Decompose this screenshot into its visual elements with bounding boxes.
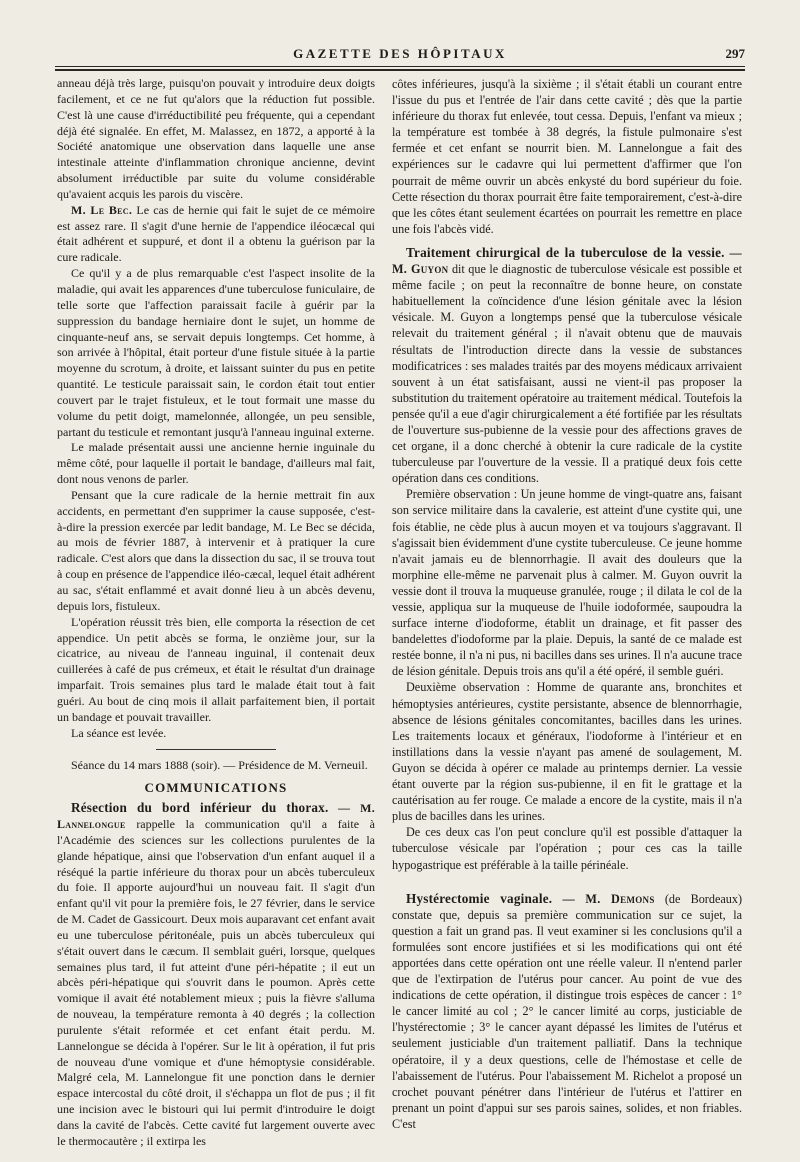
spacer [392, 873, 742, 891]
paragraph: Pensant que la cure radicale de la hernie mettrait fin aux accidents, en permettant d'en supprimer la cause supposée, c'est-à-dire la pression exercée par ledit bandage, M. Le Bec se décida, au mois de février 1887, à intervenir et à pratiquer la cure radicale. C'est alors que dans la dissection du sac, il se trouva tout à coup en présence de l'appendice iléo-cæcal, lequel était adhérent au sac, s'était enflammé et avait donné lieu à un abcès devenu, depuis lors, fistuleux. [57, 487, 375, 613]
section-heading: COMMUNICATIONS [144, 780, 288, 796]
paragraph: anneau déjà très large, puisqu'on pouvait y introduire deux doigts facilement, et ce ne fut qu'alors que la réduction fut possible. C'est là une cause d'irréductibilité peu fréquente, qui a cependant déjà été signalée. En effet, M. Malassez, en 1872, a apporté à la Société anatomique une observation dans laquelle une anse intestinale atteinte d'inflammation chronique ancienne, devint absolument irréductible par suite du volume considérable qu'avaient acquis les parois du viscère. [57, 76, 375, 201]
paragraph [57, 203, 375, 266]
session-line: Séance du 14 mars 1888 (soir). — Présidence de M. Verneuil. [71, 758, 368, 773]
article [392, 891, 742, 1132]
right-column [392, 76, 742, 1132]
page-header [55, 46, 745, 68]
paragraph: De ces deux cas l'on peut conclure qu'il est possible d'attaquer la tuberculose vésicale par l'opération ; pour ces cas la taille hypogastrique est préférable à la taille périnéale. [392, 825, 742, 872]
left-column [57, 76, 375, 1150]
header-rule [55, 66, 745, 67]
article-author: — M. Lannelongue [57, 801, 375, 831]
article-body: rappelle la communication qu'il a faite à l'Académie des sciences sur les collections purulentes de la glande hépatique, ainsi que l'observation d'un enfant auquel il a réséqué la partie inférieure du thorax pour un abcès tuberculeux du foie. Il apporte aujourd'hui un nouveau fait. Il s'agit d'un enfant qu'il vit pour la première fois, le 27 février, dans le service de M. Cadet de Gassicourt. Deux mois auparavant cet enfant avait eu une tuberculose péritonéale, puis un abcès tuberculeux qui s'était ouvert dans le cæcum. Il semblait guéri, lorsque, quelques semaines plus tard, il fut atteint d'une péri-hépatite ; il eut un abcès péri-hépatique qui s'ouvrit dans le poumon. Après cette vomique il avait été notablement mieux ; puis la fièvre s'alluma de nouveau, la température remonta à 40 degrés ; la collection purulente s'était reformée et cet enfant était perdu. M. Lannelongue se décida à l'opérer. Sur le lit à opération, il fut pris de nouveau d'une vomique et d'une hémoptysie considérable. Malgré cela, M. Lannelongue fit une ponction dans le dernier espace intercostal du côté droit, il s'échappa un flot de pus ; il fit une incision avec le bistouri qui lui permit d'introduire le doigt dans la cavité de l'abcès. Cette cavité fut largement ouverte avec le thermocautère ; il extirpa les [57, 816, 375, 1148]
speaker-name: M. Le Bec. [71, 202, 133, 217]
section-divider [156, 749, 276, 750]
article-author: — M. Guyon [392, 245, 743, 277]
article-body: (de Bordeaux) constate que, depuis sa première communication sur ce sujet, la question a fait un grand pas. Il veut examiner si les conclusions qu'il a formulées sont encore justifiées et si les modifications qui ont été apportées dans cette opération ont une réelle valeur. Il n'entend parler que de l'extirpation de l'utérus pour cancer. Au point de vue des indications de cette opération, il distingue trois espèces de cancer : 1° le cancer limité au col ; 2° le cancer limité au corps, justiciable de l'hystérectomie ; 3° le cancer ayant dépassé les limites de l'utérus et seulement justiciable d'un traitement palliatif. Dans la technique opératoire, il y a deux questions, celle de l'hémostase et celle de l'abaissement de l'utérus. Pour l'abaissement M. Richelot a proposé un crochet pouvant pénétrer dans l'intérieur de l'utérus et l'attirer en prenant un point d'appui sur ses parois saines, solides, et non friables. C'est [392, 891, 743, 1131]
article [57, 800, 375, 1150]
paragraph: Deuxième observation : Homme de quarante ans, bronchites et hémoptysies antérieures, cystite persistante, absence de blennorrhagie, absence de lésions génitales concomitantes, bacilles dans les urines. Les traitements locaux et généraux, l'iodoforme à l'intérieur et en instillations dans la vessie n'ayant pas amené de soulagement, M. Guyon se décida à opérer ce malade au printemps dernier. La vessie étant ouverte par la région sus-pubienne, il en fit le grattage et la cautérisation au fer rouge. Ce malade a encore de la cystite, mais il n'a plus de bacilles dans les urines. [392, 680, 742, 824]
paragraph: Ce qu'il y a de plus remarquable c'est l'aspect insolite de la maladie, qui avait les apparences d'une tuberculose funiculaire, de telle sorte que l'affection paraissait facile à guérir par la suppression du bandage herniaire dont le sujet, un homme de cinquante-neuf ans, se servait depuis longtemps. Cet homme, à son arrivée à l'hôpital, était porteur d'une fistule située à la partie moyenne du scrotum, à droite, et laissant suinter du pus en petite quantité. Le testicule paraissait sain, le cordon était tout entier couvert par le trajet fistuleux, et le tout formait une masse du volume du petit doigt, mamelonnée, allongée, un peu sensible, partant du testicule et remontant jusqu'à l'anneau inguinal externe. [57, 266, 375, 439]
paragraph: Le malade présentait aussi une ancienne hernie inguinale du même côté, pour laquelle il portait le bandage, d'ailleurs mal fait, dont nous venons de parler. [57, 440, 375, 487]
header-rule-thick [55, 69, 745, 71]
paragraph: L'opération réussit très bien, elle comporta la résection de cet appendice. Un petit abcès se forma, le onzième jour, sur la cicatrice, au niveau de l'anneau inguinal, il contenait deux cuillerées à café de pus crémeux, et était le résultat d'un drainage imparfait. Trois semaines plus tard le malade était tout à fait guéri. Au bout de cinq mois il allait parfaitement bien, il portait un bandage et pouvait travailler. [57, 614, 375, 724]
paragraph: côtes inférieures, jusqu'à la sixième ; il s'était établi un courant entre l'issue du pus et l'entrée de l'air dans cette cavité ; dès que la partie inférieure du thorax fut enlevée, tout cessa. Depuis, l'enfant va mieux ; la température est tombée à 38 degrés, la fistule pulmonaire s'est fermée et cet enfant se nourrit bien. M. Lannelongue a fait des expériences sur le cadavre qui lui permettent d'affirmer que l'on pourrait de même ouvrir un abcès enkysté du bord supérieur du foie. Cette résection du thorax pourrait être faite temporairement, c'est-à-dire que les côtes étant seulement écartées on pourrait les remettre en place une fois l'abcès vidé. [392, 77, 742, 236]
article-title: Résection du bord inférieur du thorax. [71, 800, 329, 816]
spacer [392, 237, 742, 245]
page-number: 297 [725, 46, 745, 61]
journal-title: GAZETTE DES HÔPITAUX [293, 46, 507, 61]
article-author: — M. Demons [562, 891, 655, 906]
article-title: Traitement chirurgical de la tuberculose de la vessie. [406, 244, 725, 260]
article [392, 245, 742, 486]
paragraph-text: Le cas de hernie qui fait le sujet de ce mémoire est assez rare. Il s'agit d'une hernie de l'appendice iléocæcal qui était adhérent et suppuré, et dont il a obtenu la guérison par la cure radicale. [57, 202, 375, 265]
closing-line: La séance est levée. [71, 725, 167, 740]
article-body: dit que le diagnostic de tuberculose vésicale est possible et même facile ; on peut la reconnaître de bonne heure, on constate habituellement la coïncidence d'une lésion génitale avec la lésion vésicale. M. Guyon a longtemps pensé que la tuberculose vésicale relevait du traitement général ; il n'avait obtenu que de mauvais résultats de l'introduction directe dans la vessie de substances modificatrices : ses malades traités par des moyens médicaux arrivaient souvent à un état satisfaisant, aussi ne vient-il pas proposer la substitution du traitement opératoire au traitement médical. Toutefois la pensée qu'il a eue d'agir chirurgicalement a été fortifiée par les résultats de l'ouverture sus-pubienne de la vessie pour des affections graves de cet organe, il a donc cherché à obtenir la cure radicale de la cystite tuberculeuse par l'ouverture de la vessie. Il a pratiqué deux fois cette opération dans ces conditions. [392, 262, 742, 486]
article-title: Hystérectomie vaginale. [406, 890, 553, 906]
paragraph: Première observation : Un jeune homme de vingt-quatre ans, faisant son service militaire dans la cavalerie, est atteint d'une cystite qui, une fois établie, ne cède plus à aucun moyen et va toujours s'aggravant. Il s'agissait bien évidemment d'une cystite tuberculeuse. Ce jeune homme n'avait jamais eu de blennorrhagie. Il avait des douleurs que la morphine elle-même ne parvenait plus à calmer. M. Guyon ouvrit la vessie dont il trouva la muqueuse granulée, rouge ; il dilata le col de la vessie, appliqua sur la muqueuse de l'huile iodoformée, saupoudra la surface interne d'iodoforme, établit un drainage, et fit passer des bandelettes d'iodoforme par la plaie. Depuis, la santé de ce malade est restée bonne, il n'a ni pus, ni bacilles dans ses urines. Il n'a aucune trace de lésion génitale. Depuis trois ans qu'il a été opéré, il semble guéri. [392, 487, 742, 679]
